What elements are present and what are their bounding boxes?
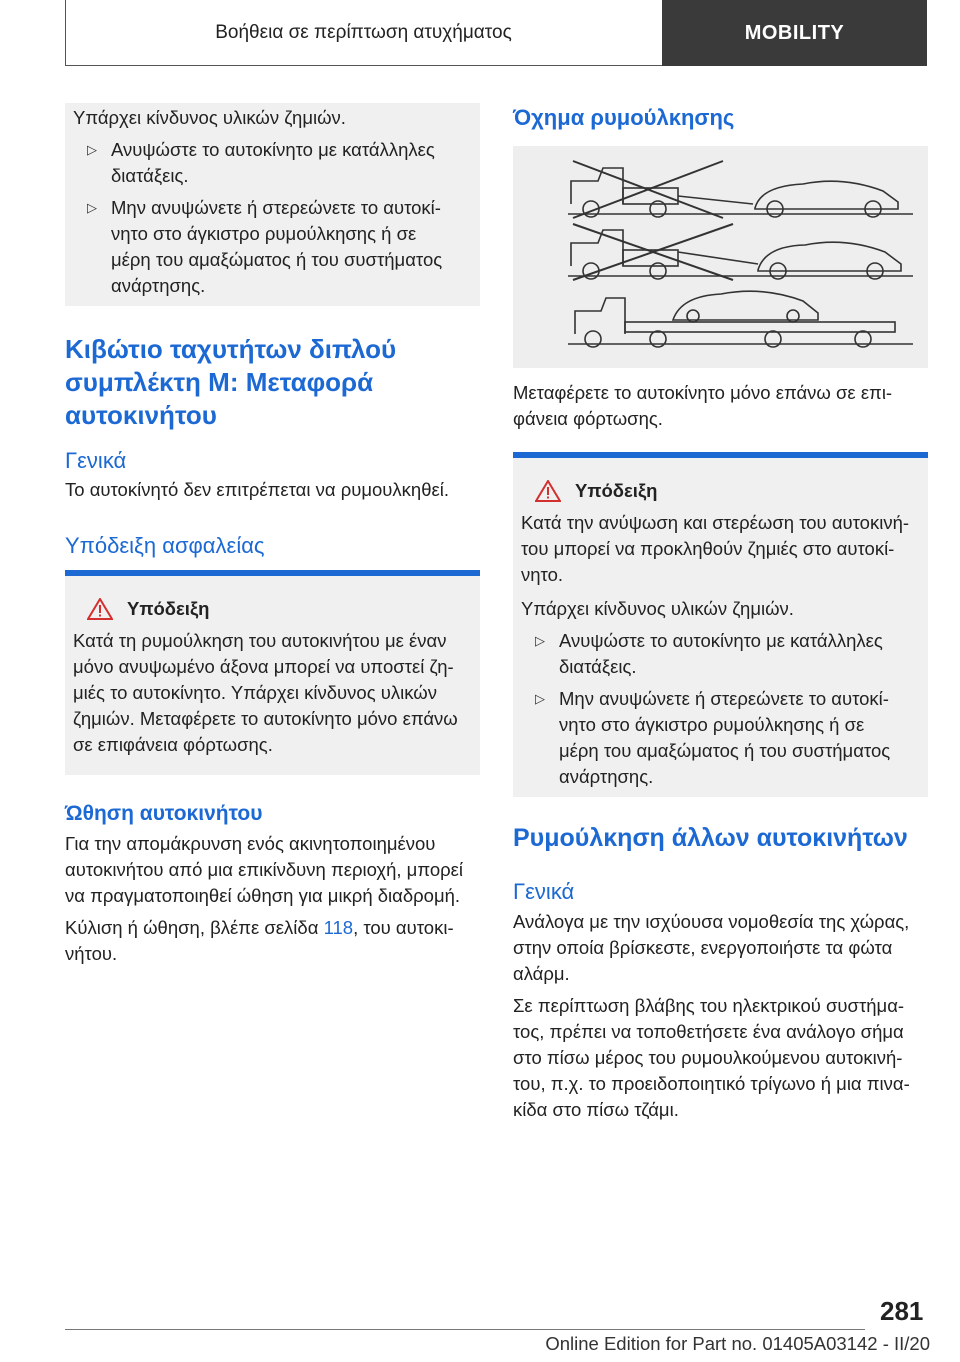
push-reference: Κύλιση ή ώθηση, βλέπε σελίδα 118, του αυτοκι‐ νήτου. [65,917,454,964]
triangle-bullet-icon: ▷ [87,200,97,215]
tow-vehicle-heading: Όχημα ρυμούλκησης [513,105,735,130]
note-header [73,598,472,620]
warning-icon [535,480,561,502]
triangle-bullet-icon: ▷ [535,633,545,648]
chapter-title: Βοήθεια σε περίπτωση ατυχήματος [215,22,512,43]
edition-label: Online Edition for Part no. 01405A03142 - II/20 [545,1333,930,1354]
list-item: ▷ Μην ανυψώνετε ή στερεώνετε το αυτοκί‐ νητο στο άγκιστρο ρυμούλκησης ή σε μέρη του αμαξώματος ή του συστήματος ανάρτησης. [535,688,891,787]
note-text: Κατά την ανύψωση και στερέωση του αυτοκινή‐ του μπορεί να προκληθούν ζημιές στο αυτοκί‐ νητο. [521,512,910,585]
damage-warning-box [65,103,480,306]
tow-truck-diagram [513,146,928,368]
page-number: 281 [880,1296,924,1326]
safety-heading: Υπόδειξη ασφαλείας [65,533,265,558]
triangle-bullet-icon: ▷ [87,142,97,157]
page-link[interactable]: 118 [323,917,354,938]
note-text: Κατά τη ρυμούλκηση του αυτοκινήτου με έναν μόνο ανυψωμένο άξονα μπορεί να υποστεί ζη‐ μιές το αυτοκίνητο. Υπάρχει κίνδυνος υλικών ζημιών. Μεταφέρετε το αυτοκίνητο μόνο επάνω σε επιφάνεια φόρτωσης. [73,630,458,755]
hazard-lights-text: Ανάλογα με την ισχύουσα νομοθεσία της χώρας, στην οποία βρίσκεστε, ενεργοποιήστε τα φώτα αλάρμ. [513,911,910,984]
towing-others-heading: Ρυμούλκηση άλλων αυτοκινήτων [513,824,908,852]
note-label: Υπόδειξη [575,480,658,501]
lifting-note [513,452,928,797]
general-heading: Γενικά [513,879,575,904]
tow-caption: Μεταφέρετε το αυτοκίνητο μόνο επάνω σε επι‐ φάνεια φόρτωσης. [513,382,893,429]
footer-divider [65,1329,865,1330]
triangle-bullet-icon: ▷ [535,691,545,706]
damage-intro: Υπάρχει κίνδυνος υλικών ζημιών. [521,598,794,619]
safety-note [65,570,480,775]
list-item: ▷ Μην ανυψώνετε ή στερεώνετε το αυτοκί‐ νητο στο άγκιστρο ρυμούλκησης ή σε μέρη του αμαξώματος ή του συστήματος ανάρτησης. [87,197,443,296]
list-item: ▷ Ανυψώστε το αυτοκίνητο με κατάλληλες διατάξεις. [87,139,435,186]
note-label: Υπόδειξη [127,598,210,619]
section-title: Κιβώτιο ταχυτήτων διπλού συμπλέκτη M: Μεταφορά αυτοκινήτου [65,334,397,430]
list-item: ▷ Ανυψώστε το αυτοκίνητο με κατάλληλες διατάξεις. [535,630,883,677]
damage-intro: Υπάρχει κίνδυνος υλικών ζημιών. [73,107,346,128]
general-heading: Γενικά [65,448,127,473]
warning-sign-text: Σε περίπτωση βλάβης του ηλεκτρικού συστήμα‐ τος, πρέπει να τοποθετήσετε ένα ανάλογο σήμα στο πίσω μέρος του ρυμουλκούμενου αυτοκινή‐ του, π.χ. το προειδοποιητικό τρίγωνο ή μια πινα‐ κίδα στο πίσω τζάμι. [513,995,910,1120]
general-text: Το αυτοκίνητό δεν επιτρέπεται να ρυμουλκηθεί. [65,479,449,500]
push-text: Για την απομάκρυνση ενός ακινητοποιημένου αυτοκινήτου από μια επικίνδυνη περιοχή, μπορεί να πραγματοποιηθεί ώθηση για μικρή διαδρομή. [65,833,464,906]
mobility-tab[interactable]: MOBILITY [662,0,927,66]
note-header [521,480,920,502]
tow-illustration [513,146,928,368]
warning-icon [87,598,113,620]
push-heading: Ώθηση αυτοκινήτου [65,802,263,825]
